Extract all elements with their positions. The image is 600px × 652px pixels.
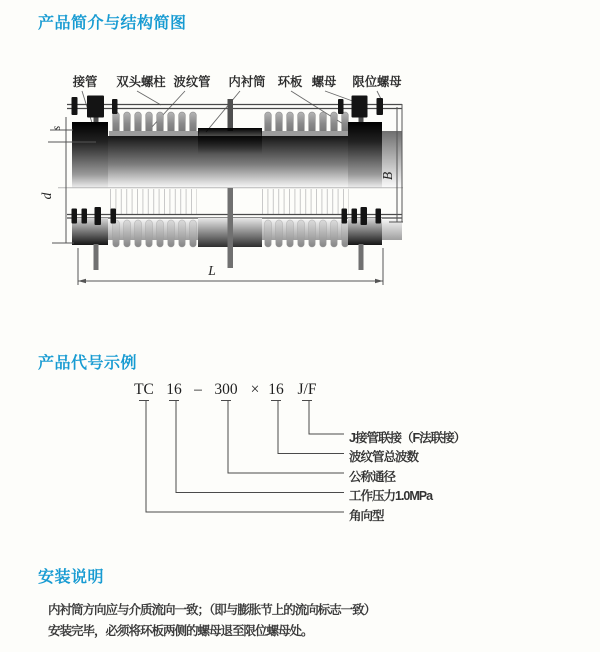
shell-bottom xyxy=(67,202,402,248)
section-title-install: 安装说明 xyxy=(38,569,105,586)
code-part-type: TC xyxy=(134,381,154,398)
part-label-jieguan: 接管 xyxy=(72,75,98,89)
part-label-neichentong: 内衬筒 xyxy=(228,75,266,89)
section-title-intro: 产品简介与结构简图 xyxy=(38,15,187,32)
part-label-xianwei-luomu: 限位螺母 xyxy=(352,75,402,89)
part-labels xyxy=(72,74,403,89)
callout-angular-type: 角向型 xyxy=(349,508,384,523)
install-text-line-2: 安装完毕，必须将环板两侧的螺母退至限位螺母处。 xyxy=(48,624,313,638)
part-label-luomu: 螺母 xyxy=(311,75,337,89)
callout-nominal-diameter: 公称通径 xyxy=(349,469,396,484)
structure-diagram xyxy=(30,62,450,307)
dim-label-L: L xyxy=(208,263,216,278)
section-title-code: 产品代号示例 xyxy=(38,355,138,372)
code-part-dash: – xyxy=(194,381,202,398)
part-label-bowenguan: 波纹管 xyxy=(173,75,211,89)
callout-wave-count: 波纹管总波数 xyxy=(349,450,419,464)
part-label-luozhu: 双头螺柱 xyxy=(116,75,166,89)
install-text-line-1: 内衬筒方向应与介质流向一致；（即与膨胀节上的流向标志一致） xyxy=(48,603,376,617)
callout-connection: J接管联接（F法联接） xyxy=(349,430,466,445)
code-part-connection: J/F xyxy=(297,381,317,398)
dim-label-d: d xyxy=(39,192,54,200)
code-part-times: × xyxy=(250,381,260,398)
code-part-diameter: 300 xyxy=(214,381,238,398)
dim-label-s: s xyxy=(51,125,63,131)
code-part-pressure: 16 xyxy=(166,381,182,398)
code-part-waves: 16 xyxy=(268,381,284,398)
part-label-huanban: 环板 xyxy=(277,75,303,89)
dim-label-B: B xyxy=(380,171,395,181)
callout-working-pressure: 工作压力1.0MPa xyxy=(349,489,433,503)
